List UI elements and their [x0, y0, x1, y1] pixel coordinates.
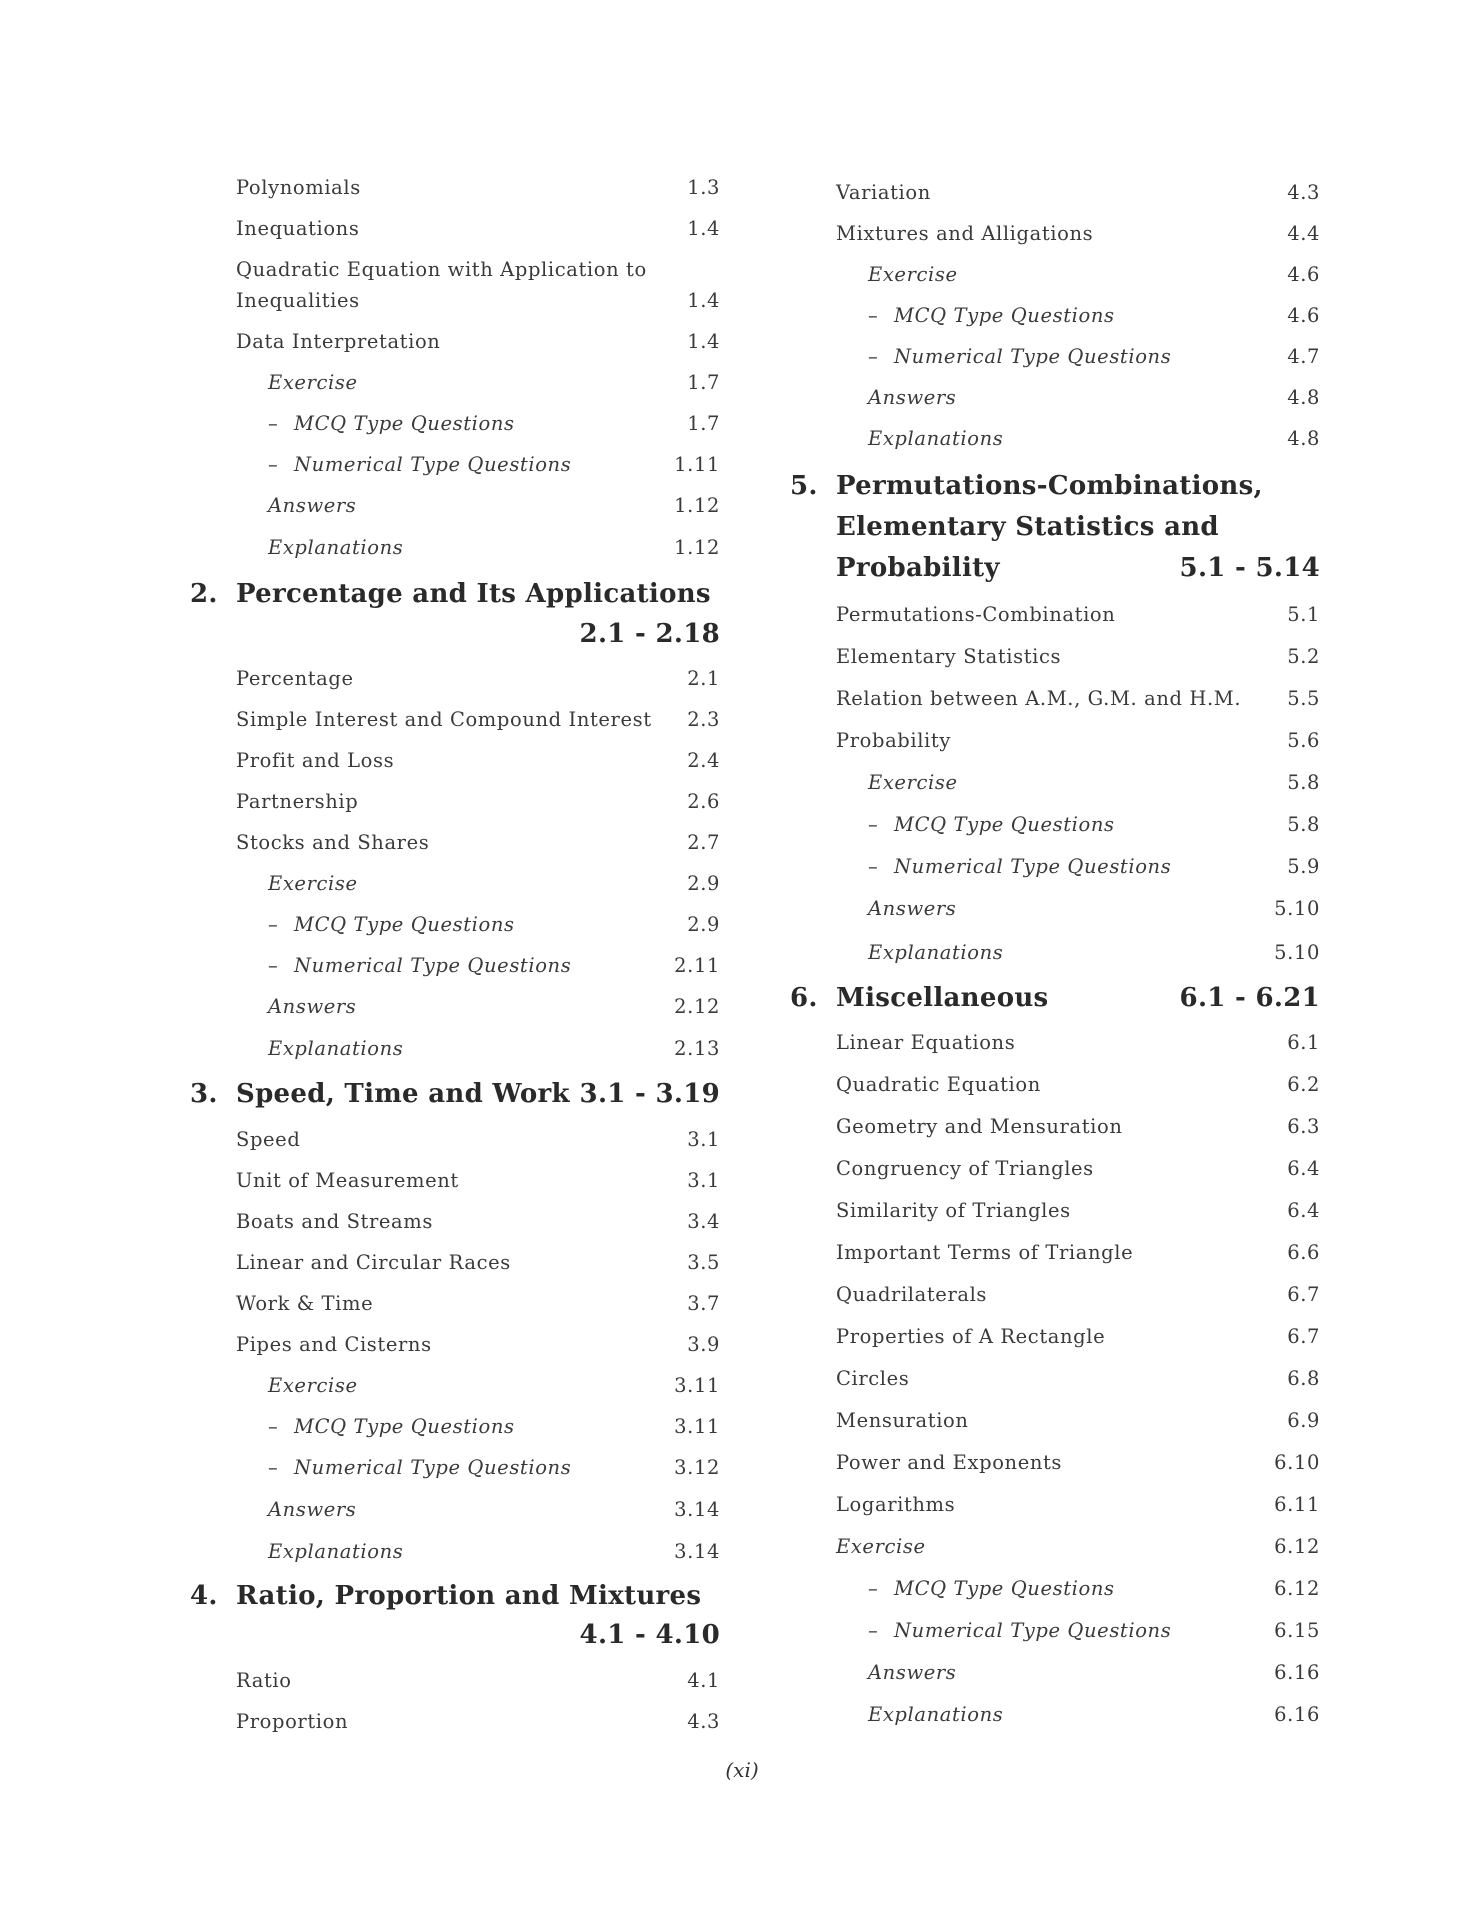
page-ref: 2.12: [674, 995, 720, 1018]
page-ref: 5.10: [1274, 897, 1320, 920]
page-ref: 6.15: [1274, 1619, 1320, 1642]
page-ref: 6.1: [1287, 1031, 1320, 1054]
page-ref: 3.11: [674, 1415, 720, 1438]
page-ref: 1.7: [687, 412, 720, 435]
dash-bullet: –: [868, 345, 879, 368]
page-ref: 2.13: [674, 1037, 720, 1060]
page-ref: 5.8: [1287, 813, 1320, 836]
page-ref: 6.10: [1274, 1451, 1320, 1474]
page-ref: 2.7: [687, 831, 720, 854]
page-ref: 1.12: [674, 494, 720, 517]
dash-bullet: –: [868, 855, 879, 878]
page-ref: 3.14: [674, 1540, 720, 1563]
dash-bullet: –: [868, 1577, 879, 1600]
dash-bullet: –: [868, 813, 879, 836]
page-ref: 2.1: [687, 667, 720, 690]
page-number: (xi): [725, 1758, 759, 1782]
dash-bullet: –: [268, 1456, 279, 1479]
dash-bullet: –: [268, 954, 279, 977]
page-ref: 5.5: [1287, 687, 1320, 710]
dash-bullet: –: [268, 913, 279, 936]
page-ref: 3.14: [674, 1498, 720, 1521]
page-ref: 3.1: [687, 1128, 720, 1151]
dash-bullet: –: [268, 453, 279, 476]
page-ref: 2.4: [687, 749, 720, 772]
page-ref: 2.11: [674, 954, 720, 977]
page-ref: 4.3: [687, 1710, 720, 1733]
page-ref: 3.11: [674, 1374, 720, 1397]
page-ref: 1.7: [687, 371, 720, 394]
page-ref: 2.9: [687, 872, 720, 895]
page-ref: 5.10: [1274, 941, 1320, 964]
page-ref: 1.4: [687, 330, 720, 353]
page-ref: 4.8: [1287, 386, 1320, 409]
page-ref: 6.3: [1287, 1115, 1320, 1138]
page-ref: 3.7: [687, 1292, 720, 1315]
page-ref: 2.3: [687, 708, 720, 731]
page-ref: 6.11: [1274, 1493, 1320, 1516]
page-ref: 1.4: [687, 217, 720, 240]
page-ref: 3.4: [687, 1210, 720, 1233]
page-ref: 4.6: [1287, 263, 1320, 286]
page-ref: 3.9: [687, 1333, 720, 1356]
page-ref: 5.6: [1287, 729, 1320, 752]
page-ref: 2.9: [687, 913, 720, 936]
page-ref: 6.4: [1287, 1199, 1320, 1222]
page-ref: 1.11: [674, 453, 720, 476]
page-ref: 3.1: [687, 1169, 720, 1192]
page-ref: 4.3: [1287, 181, 1320, 204]
page-ref: 6.7: [1287, 1325, 1320, 1348]
dash-bullet: –: [268, 1415, 279, 1438]
page-ref: 6.4: [1287, 1157, 1320, 1180]
page-ref: 3.12: [674, 1456, 720, 1479]
page-ref: 5.1: [1287, 603, 1320, 626]
dash-bullet: –: [868, 1619, 879, 1642]
page-ref: 6.16: [1274, 1703, 1320, 1726]
page-ref: 3.5: [687, 1251, 720, 1274]
page-ref: 1.12: [674, 536, 720, 559]
page-ref: 4.8: [1287, 427, 1320, 450]
page-ref: 6.9: [1287, 1409, 1320, 1432]
page-ref: 1.4: [687, 289, 720, 312]
page-ref: 6.6: [1287, 1241, 1320, 1264]
page-ref: 5.8: [1287, 771, 1320, 794]
page-ref: 6.12: [1274, 1535, 1320, 1558]
page-ref: 6.7: [1287, 1283, 1320, 1306]
dash-bullet: –: [868, 304, 879, 327]
page-ref: 1.3: [687, 176, 720, 199]
page-ref: 5.9: [1287, 855, 1320, 878]
page-ref: 6.8: [1287, 1367, 1320, 1390]
page-ref: 6.16: [1274, 1661, 1320, 1684]
page-ref: 4.7: [1287, 345, 1320, 368]
page-ref: 4.6: [1287, 304, 1320, 327]
page-ref: 6.12: [1274, 1577, 1320, 1600]
page-ref: 4.4: [1287, 222, 1320, 245]
dash-bullet: –: [268, 412, 279, 435]
page-ref: 5.2: [1287, 645, 1320, 668]
page-ref: 2.6: [687, 790, 720, 813]
page-ref: 4.1: [687, 1669, 720, 1692]
page-ref: 6.2: [1287, 1073, 1320, 1096]
